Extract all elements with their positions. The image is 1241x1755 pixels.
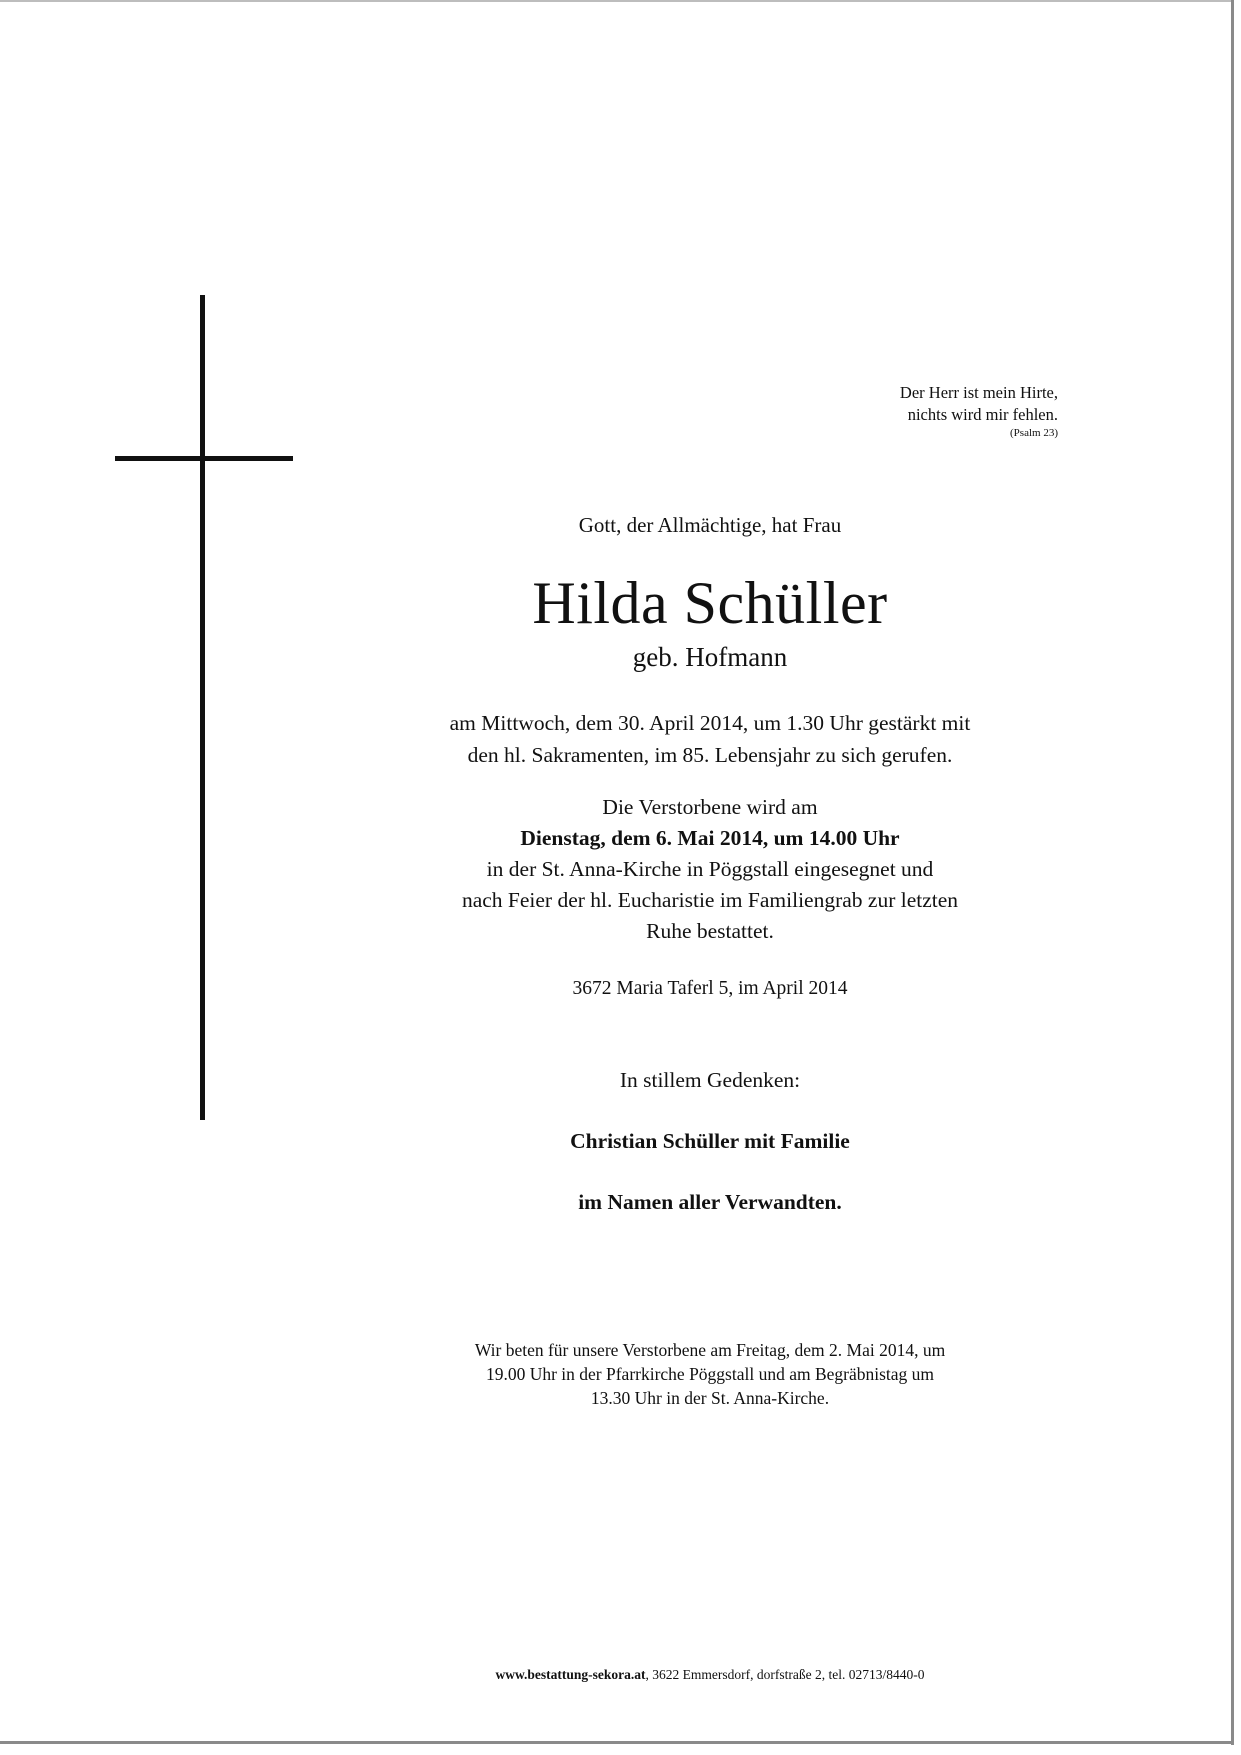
place-date: 3672 Maria Taferl 5, im April 2014 (572, 978, 848, 999)
prayer-line-2: 19.00 Uhr in der Pfarrkirche Pöggstall und am Begräbnistag um (485, 1364, 935, 1384)
prayer-line-3: 13.30 Uhr in der St. Anna-Kirche. (590, 1388, 830, 1408)
death-notice-line-2: den hl. Sakramenten, im 85. Lebensjahr zu sich gerufen. (467, 743, 953, 767)
mourner-relatives: im Namen aller Verwandten. (578, 1190, 842, 1214)
footer-address: , 3622 Emmersdorf, dorfstraße 2, tel. 02713/8440-0 (645, 1667, 925, 1682)
psalm-line-1: Der Herr ist mein Hirte, (899, 383, 1058, 402)
page-border-top (0, 0, 1234, 2)
psalm-quote (780, 382, 1058, 440)
cross-icon-vertical-bar (200, 295, 205, 1120)
footer-contact (360, 1666, 1060, 1684)
burial-line-5: Ruhe bestattet. (646, 919, 774, 943)
deceased-name: Hilda Schüller (532, 570, 888, 636)
psalm-reference: (Psalm 23) (1010, 427, 1058, 439)
maiden-name: geb. Hofmann (632, 642, 788, 672)
page-border-right (1231, 0, 1234, 1745)
cross-icon-horizontal-bar (115, 456, 293, 461)
intro-text: Gott, der Allmächtige, hat Frau (578, 513, 842, 537)
page-border-bottom (0, 1741, 1234, 1744)
burial-line-1: Die Verstorbene wird am (602, 795, 818, 819)
burial-line-3: in der St. Anna-Kirche in Pöggstall eingesegnet und (486, 857, 934, 881)
prayer-line-1: Wir beten für unsere Verstorbene am Freitag, dem 2. Mai 2014, um (474, 1340, 946, 1360)
mourner-family: Christian Schüller mit Familie (570, 1129, 850, 1153)
burial-date: Dienstag, dem 6. Mai 2014, um 14.00 Uhr (520, 826, 900, 850)
psalm-line-2: nichts wird mir fehlen. (907, 405, 1058, 424)
death-notice (360, 707, 1060, 771)
burial-line-4: nach Feier der hl. Eucharistie im Familiengrab zur letzten (461, 888, 959, 912)
memory-heading: In stillem Gedenken: (619, 1068, 801, 1092)
death-notice-line-1: am Mittwoch, dem 30. April 2014, um 1.30 Uhr gestärkt mit (449, 711, 971, 735)
prayer-notice (360, 1338, 1060, 1410)
footer-website: www.bestattung-sekora.at (495, 1667, 646, 1682)
burial-notice (360, 792, 1060, 947)
